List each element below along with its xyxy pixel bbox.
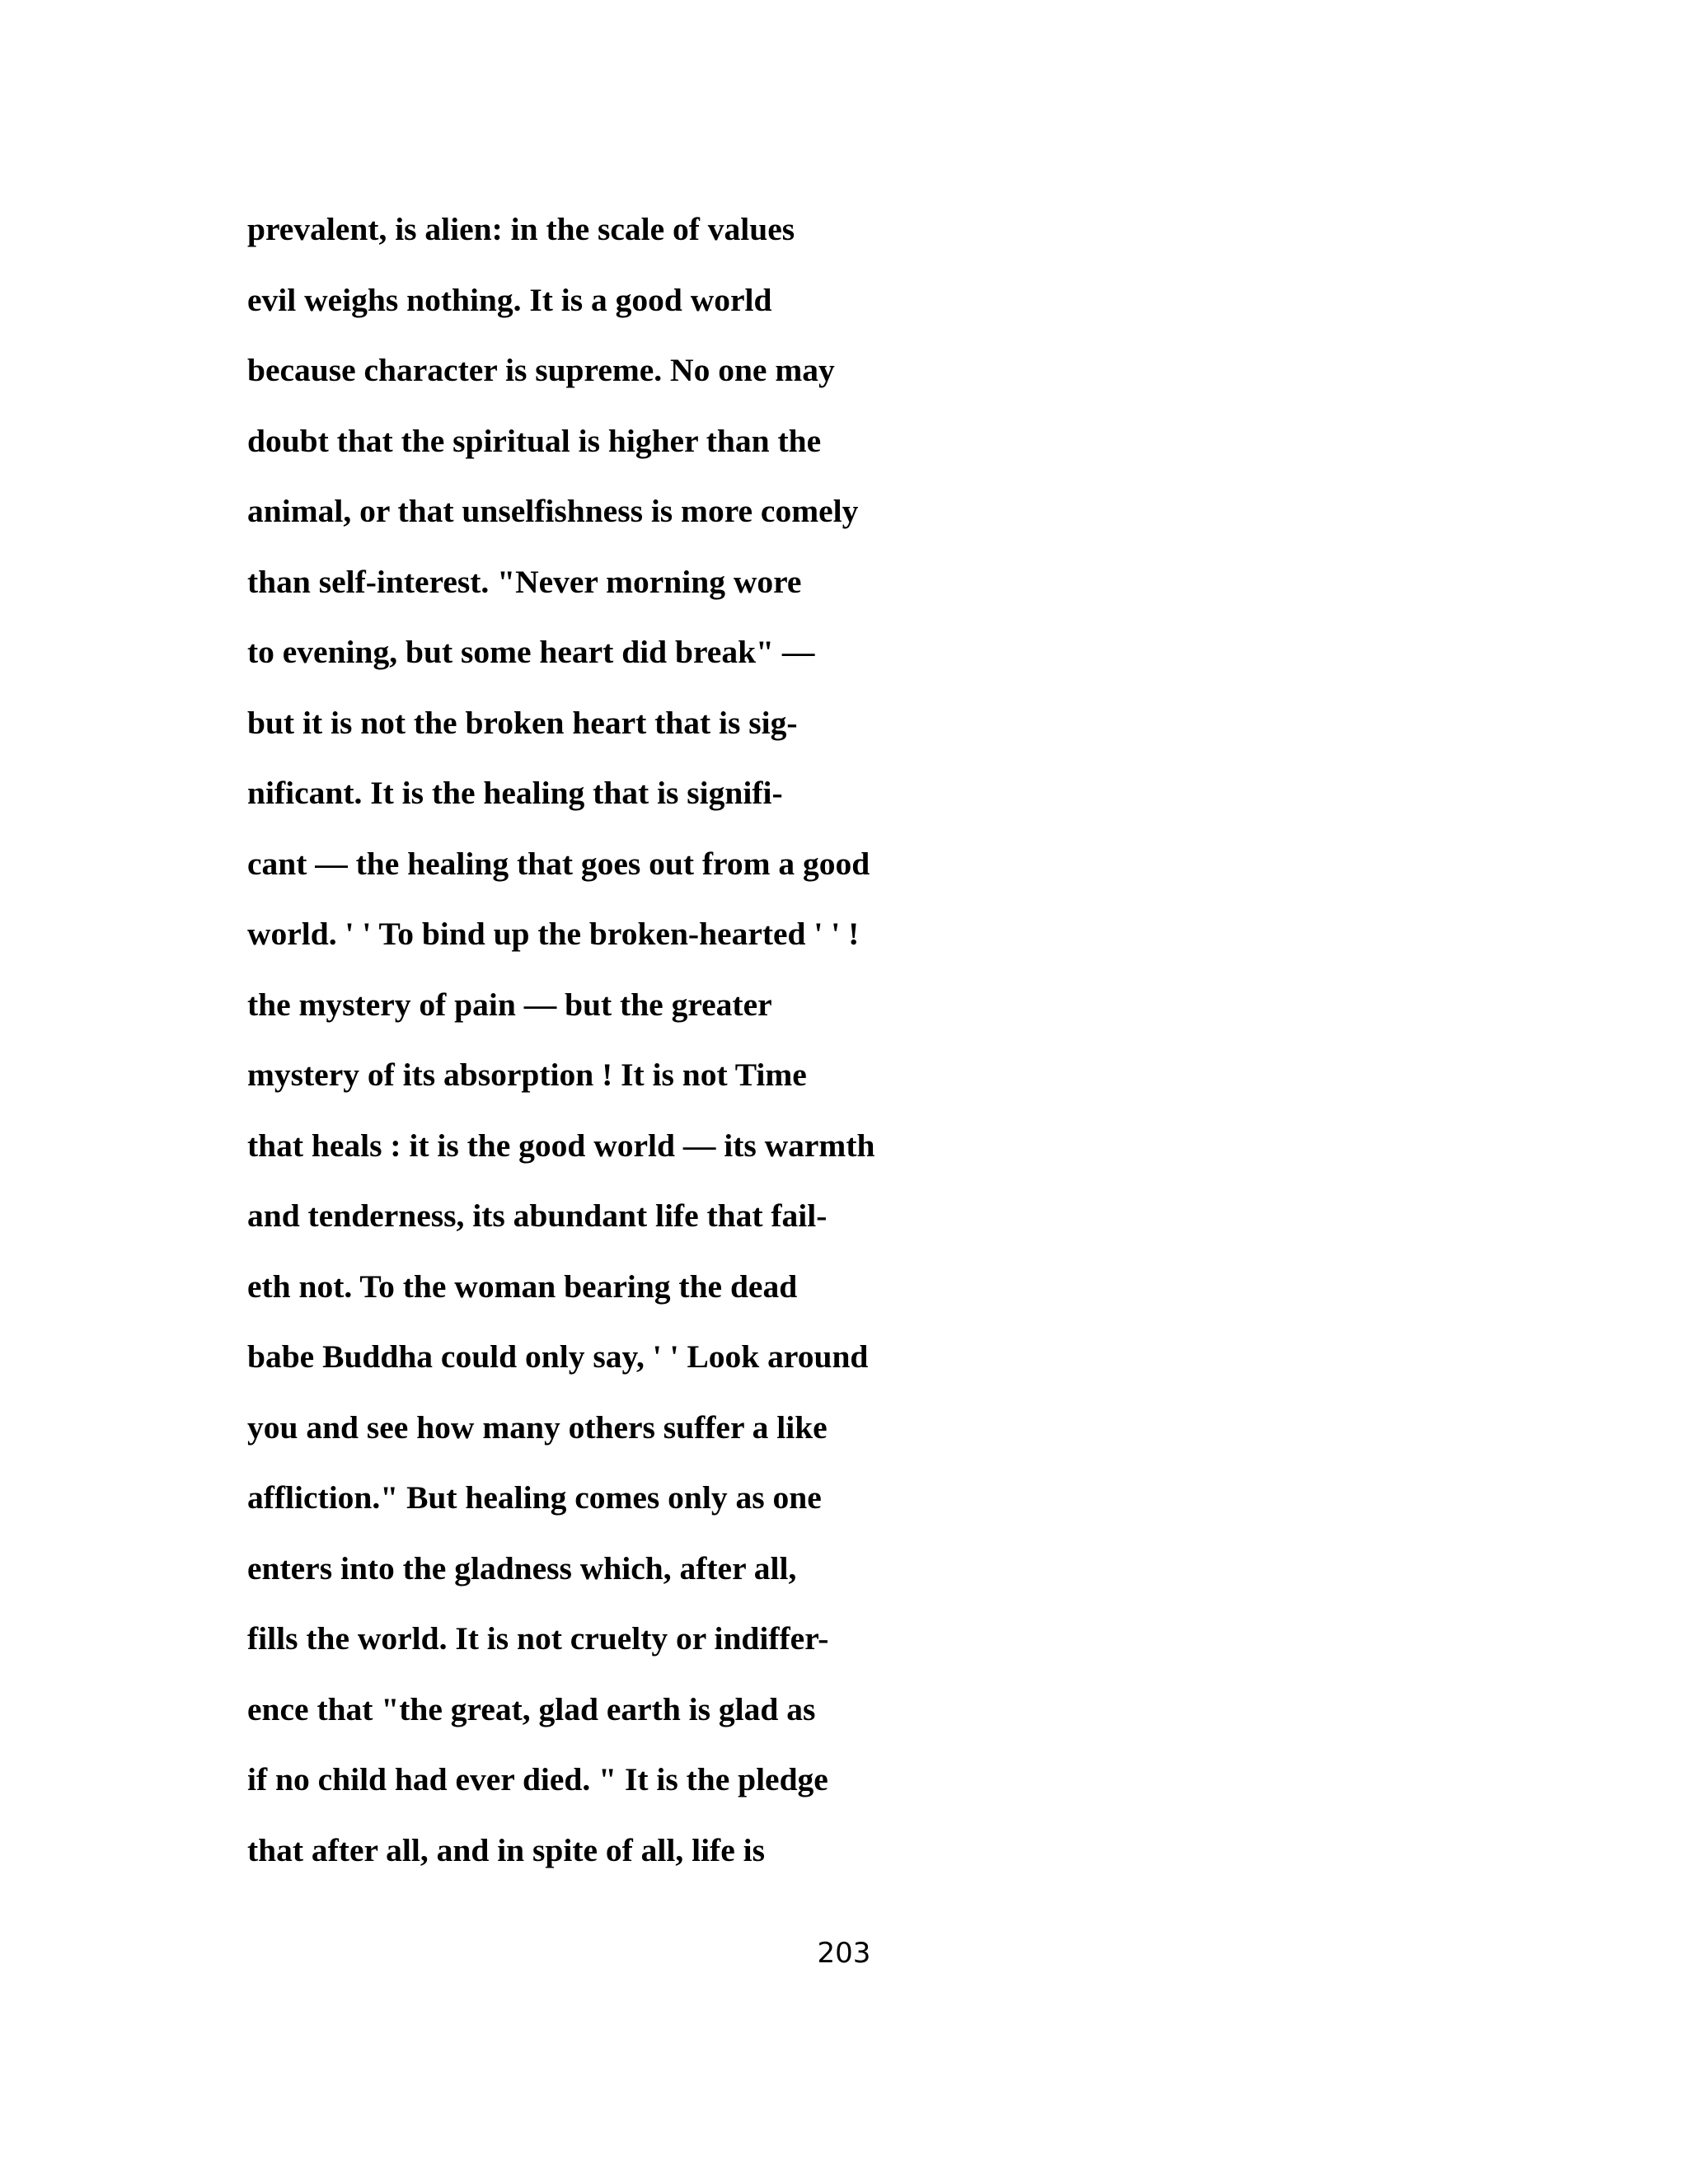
text-line: the mystery of pain — but the greater (247, 986, 772, 1023)
text-line: if no child had ever died. " It is the pledge (247, 1761, 828, 1797)
text-line: fills the world. It is not cruelty or indiffer- (247, 1620, 829, 1657)
text-line: to evening, but some heart did break" — (247, 634, 815, 670)
text-line: you and see how many others suffer a like (247, 1408, 828, 1446)
text-line: animal, or that unselfishness is more comely (247, 493, 859, 529)
text-line: mystery of its absorption ! It is not Time (247, 1057, 807, 1093)
text-line: eth not. To the woman bearing the dead (247, 1268, 798, 1305)
text-line: cant — the healing that goes out from a good (247, 845, 870, 882)
text-line: evil weighs nothing. It is a good world (247, 281, 772, 318)
text-line: nificant. It is the healing that is signifi- (247, 775, 783, 811)
text-line: because character is supreme. No one may (247, 352, 835, 388)
text-line: affliction." But healing comes only as one (247, 1479, 822, 1516)
text-line: than self-interest. "Never morning wore (247, 563, 802, 600)
body-text (247, 194, 1484, 1886)
text-line: world. ' ' To bind up the broken-hearted ' ' ! (247, 916, 860, 952)
text-line: ence that "the great, glad earth is glad as (247, 1690, 816, 1727)
page-number: 203 (817, 1937, 871, 1970)
text-line: but it is not the broken heart that is sig- (247, 704, 798, 741)
text-line: that after all, and in spite of all, life is (247, 1831, 765, 1868)
text-line: that heals : it is the good world — its warmth (247, 1127, 875, 1164)
text-line: enters into the gladness which, after all, (247, 1549, 797, 1586)
text-line: doubt that the spiritual is higher than the (247, 422, 822, 459)
text-line: babe Buddha could only say, ' ' Look around (247, 1338, 869, 1375)
text-line: and tenderness, its abundant life that fail- (247, 1197, 828, 1234)
text-line: prevalent, is alien: in the scale of values (247, 211, 795, 247)
